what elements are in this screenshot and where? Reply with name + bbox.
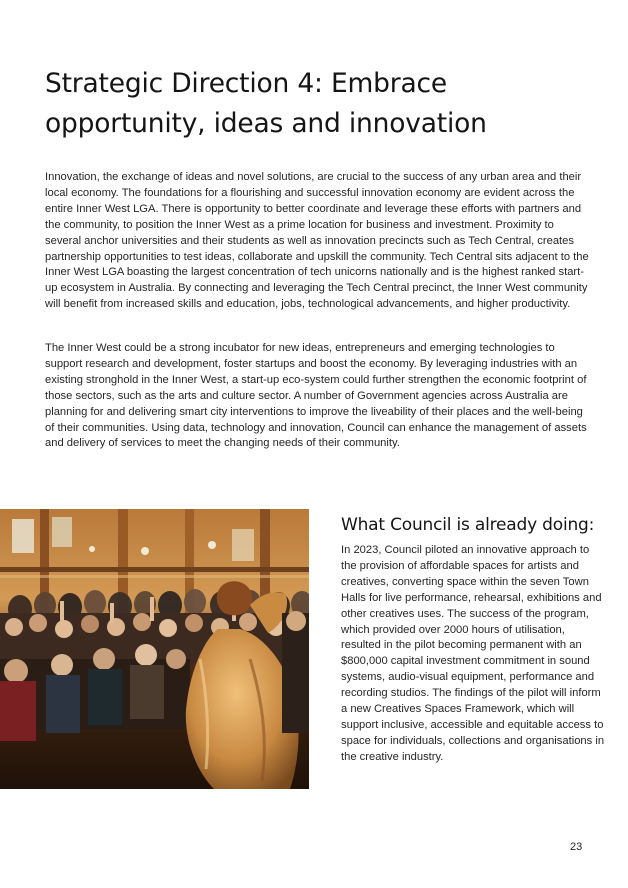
page-title-line-2: opportunity, ideas and innovation [45, 108, 487, 139]
body-paragraph-2: The Inner West could be a strong incubator for new ideas, entrepreneurs and emerging technologies to support research and development, foster startups and boost the economy. By leveraging industries with an existing stronghold in the Inner West, a start-up eco-system could further strengthen the economic footprint of those sectors, such as the arts and culture sector. A number of Government agencies across Australia are planning for and delivering smart city interventions to improve the liveability of their places and the well-being of their communities. Using data, technology and innovation, Council can enhance the management of assets and delivery of services to meet the changing needs of their community. [45, 342, 587, 450]
photo-illustration [0, 509, 309, 789]
body-paragraph-1: Innovation, the exchange of ideas and novel solutions, are crucial to the success of any urban area and their local economy. The foundations for a flourishing and successful innovation economy are evident across the entire Inner West LGA. There is opportunity to better coordinate and leverage these efforts with partners and the community, to position the Inner West as a prime location for business and investment. Proximity to several anchor universities and their students as well as innovation precincts such as Tech Central, creates partnership opportunities to test ideas, collaborate and upskill the community. Tech Central sits adjacent to the Inner West LGA boasting the largest concentration of tech unicorns nationally and is the highest ranked start-up ecosystem in Australia. By connecting and leveraging the Tech Central precinct, the Inner West community will benefit from increased skills and education, jobs, technological advancements, and higher productivity. [45, 171, 589, 311]
page-title [45, 64, 605, 144]
page-title-line-1: Strategic Direction 4: Embrace [45, 68, 447, 99]
sidebar-paragraph: In 2023, Council piloted an innovative approach to the provision of affordable spaces for artists and creatives, converting space within the seven Town Halls for live performance, rehearsal, exhibitions and other creatives uses. The success of the program, which provided over 2000 hours of utilisation, resulted in the pilot becoming permanent with an $800,000 capital investment commitment in sound systems, audio-visual equipment, performance and recording studios. The findings of the pilot will inform a new Creatives Spaces Framework, which will support inclusive, accessible and equitable access to space for individuals, collections and organisations in the creative industry. [341, 544, 605, 763]
page-number: 23 [570, 841, 583, 853]
sidebar-heading: What Council is already doing: [341, 515, 595, 535]
audience-hall-photo [0, 509, 309, 789]
